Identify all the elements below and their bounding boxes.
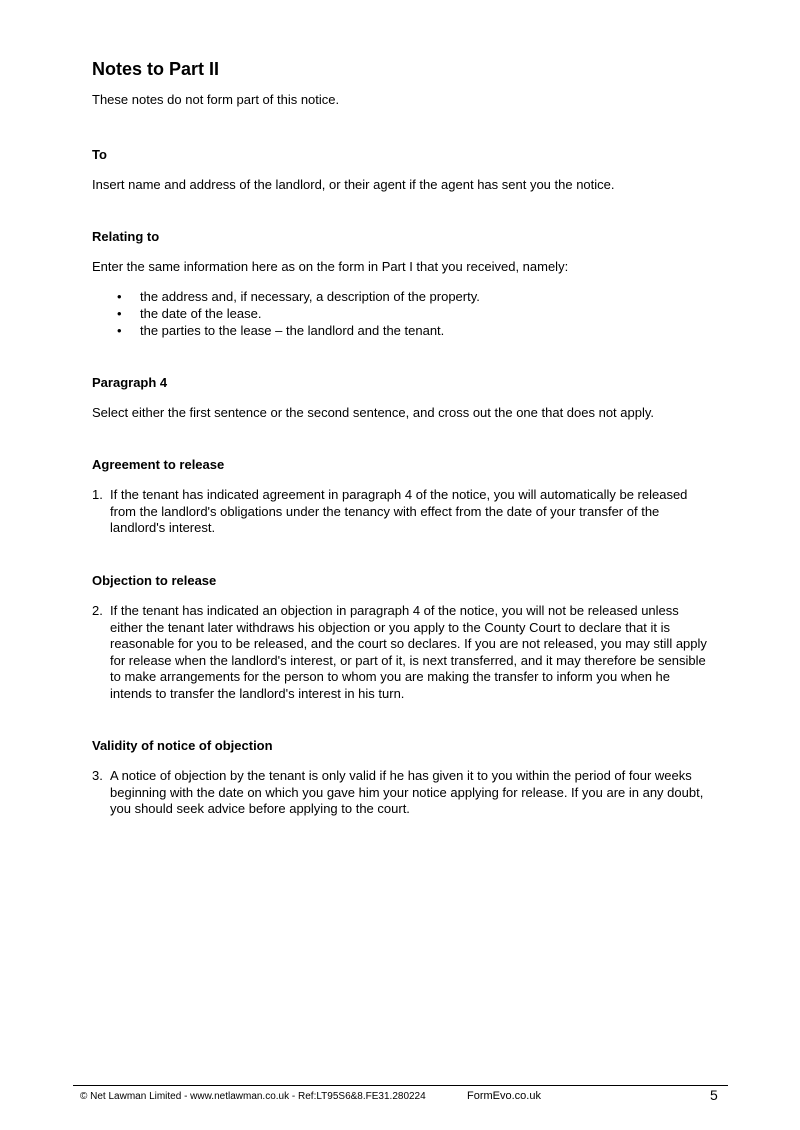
section-heading-relating-to: Relating to: [92, 229, 160, 244]
section-heading-objection: Objection to release: [92, 573, 217, 588]
section-text-to: Insert name and address of the landlord, or their agent if the agent has sent you the notice.: [92, 177, 615, 192]
numbered-note-3: [92, 768, 712, 818]
note-text: If the tenant has indicated agreement in paragraph 4 of the notice, you will automatically be released from the landlord's obligations under the tenancy with effect from the date of your transfer of the landlord's interest.: [110, 487, 688, 535]
page-title: Notes to Part II: [92, 59, 220, 79]
list-item: • the parties to the lease – the landlord and the tenant.: [117, 322, 445, 338]
note-number: 1.: [92, 487, 103, 502]
note-number: 2.: [92, 603, 103, 618]
footer-brand: FormEvo.co.uk: [467, 1090, 541, 1102]
bullet-icon: •: [117, 322, 122, 338]
section-text-paragraph-4: Select either the first sentence or the second sentence, and cross out the one that does not apply.: [92, 405, 655, 420]
section-agreement-to-release: [92, 457, 712, 537]
note-text: If the tenant has indicated an objection in paragraph 4 of the notice, you will not be released unless either the tenant later withdraws his objection or you apply to the County Court to declare that it is reasonable for you to be released, and the court so declares. If you are not released, you may still apply for release when the landlord's interest, or part of it, is next transferred, and it may therefore be sensible to make arrangements for the person to whom you are making the transfer to inform you when he intends to transfer the landlord's interest in his turn.: [110, 603, 707, 701]
intro-text: These notes do not form part of this notice.: [92, 92, 340, 107]
page-number: 5: [710, 1087, 718, 1103]
section-heading-paragraph-4: Paragraph 4: [92, 375, 168, 390]
bullet-icon: •: [117, 305, 122, 321]
section-heading-validity: Validity of notice of objection: [92, 738, 273, 753]
section-heading-agreement: Agreement to release: [92, 457, 225, 472]
section-relating-to: [92, 229, 712, 339]
list-item: • the date of the lease.: [117, 305, 262, 321]
section-heading-to: To: [92, 147, 107, 162]
section-validity: [92, 738, 712, 818]
section-objection-to-release: [92, 573, 712, 702]
section-text-relating-to: Enter the same information here as on the form in Part I that you received, namely:: [92, 259, 569, 274]
footer-divider: [73, 1085, 728, 1086]
note-text: A notice of objection by the tenant is only valid if he has given it to you within the period of four weeks beginning with the date on which you gave him your notice applying for release. If you are in any doubt, you should seek advice before applying to the court.: [110, 768, 704, 816]
bullet-list: [92, 288, 712, 339]
list-item: • the address and, if necessary, a description of the property.: [117, 288, 480, 304]
numbered-note-1: [92, 487, 712, 537]
numbered-note-2: [92, 603, 712, 702]
section-to: [92, 147, 712, 194]
section-paragraph-4: [92, 375, 712, 422]
bullet-icon: •: [117, 288, 122, 304]
note-number: 3.: [92, 768, 103, 783]
footer-copyright: © Net Lawman Limited - www.netlawman.co.uk - Ref:LT95S6&8.FE31.280224: [80, 1091, 426, 1102]
